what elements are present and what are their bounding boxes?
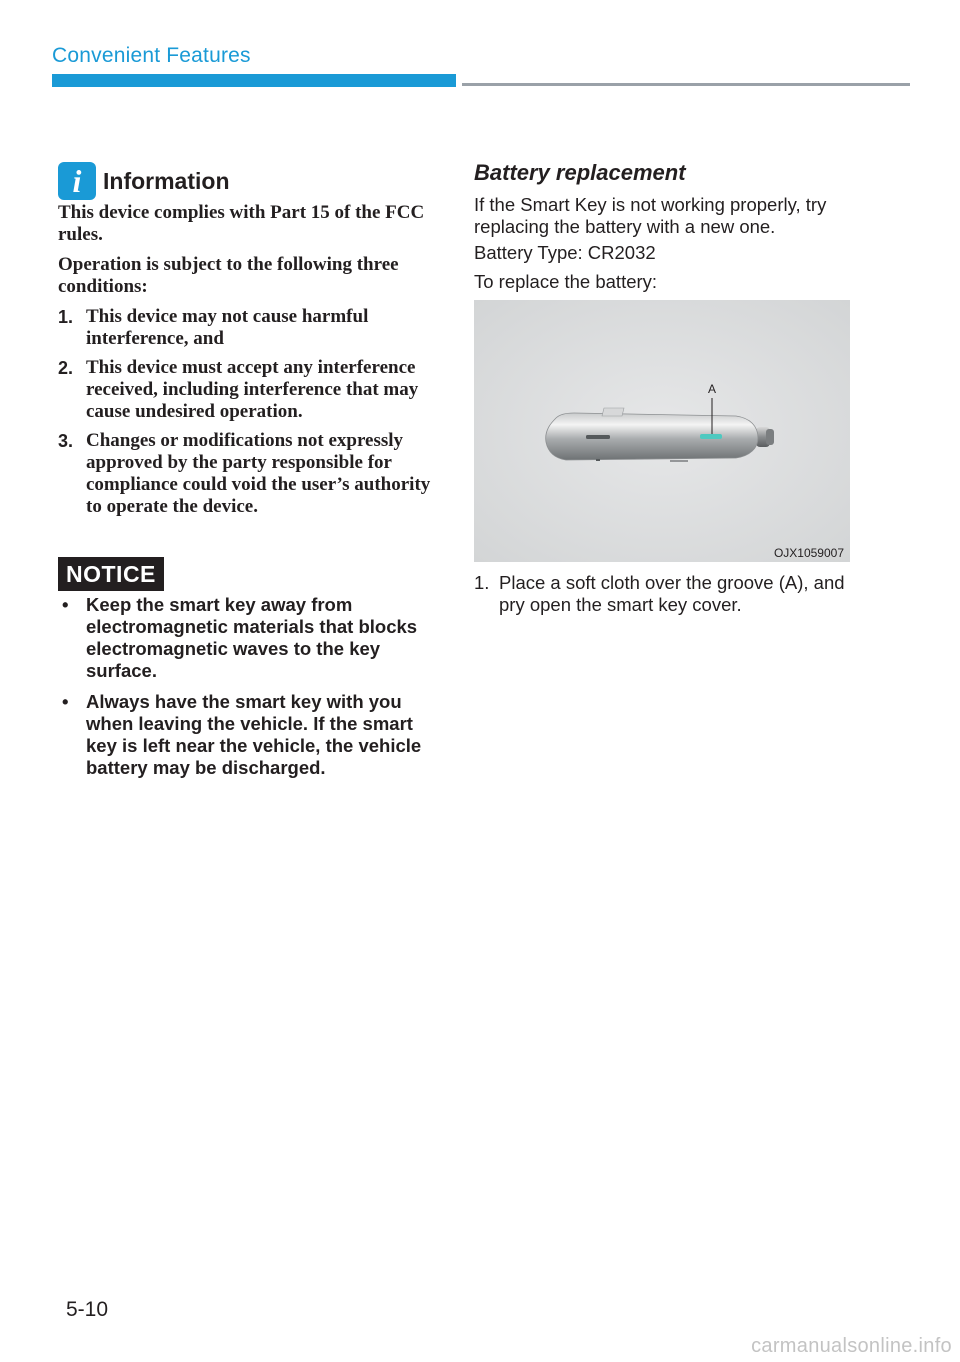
groove-a (700, 434, 722, 439)
list-item (58, 430, 436, 518)
information-body (58, 202, 436, 525)
list-text: This device must accept any interference received, including interference that may cause undesired operation. (86, 357, 419, 422)
list-text: Changes or modifications not expressly approved by the party responsible for compliance could void the user’s authority to operate the device. (86, 430, 431, 517)
page-number: 5-10 (66, 1298, 109, 1321)
notice-list (58, 594, 436, 788)
information-heading (58, 162, 230, 200)
info-icon: i (58, 162, 96, 200)
information-paragraph: This device complies with Part 15 of the FCC rules. (58, 202, 425, 245)
list-number: 2. (58, 358, 74, 378)
battery-instructions-lead: To replace the battery: (474, 271, 658, 292)
information-conditions-list (58, 306, 436, 518)
list-text: Always have the smart key with you when leaving the vehicle. If the smart key is left near the vehicle, the vehicle battery may be discharged. (86, 691, 422, 778)
list-item (58, 691, 436, 779)
information-title: Information (103, 167, 230, 194)
key-slot (586, 435, 610, 439)
bullet-icon: • (62, 594, 69, 615)
key-body (546, 413, 758, 460)
list-text: Keep the smart key away from electromagnetic materials that blocks electromagnetic waves to the key surface. (86, 594, 418, 681)
list-number: 3. (58, 431, 74, 451)
key-ring-cap (766, 429, 774, 445)
list-item (58, 357, 436, 423)
battery-heading: Battery replacement (474, 160, 686, 185)
battery-type: Battery Type: CR2032 (474, 242, 656, 263)
groove-label: A (707, 382, 717, 396)
figure-code: OJX1059007 (773, 546, 844, 560)
battery-step (474, 572, 854, 616)
list-number: 1. (58, 307, 74, 327)
list-text: This device may not cause harmful interference, and (86, 306, 369, 349)
smart-key-figure (474, 300, 850, 562)
battery-intro: If the Smart Key is not working properly, try replacing the battery with a new one. (474, 194, 827, 237)
header-rule-accent (52, 74, 456, 87)
smart-key-illustration (474, 300, 850, 562)
step-text: Place a soft cloth over the groove (A), and pry open the smart key cover. (499, 572, 845, 615)
list-item (58, 306, 436, 350)
step-number: 1. (474, 572, 490, 593)
notice-badge: NOTICE (58, 557, 164, 591)
header-rule (462, 83, 910, 86)
section-title: Convenient Features (52, 44, 251, 67)
watermark: carmanualsonline.info (751, 1335, 952, 1357)
information-paragraph: Operation is subject to the following three conditions: (58, 254, 399, 297)
list-item (58, 594, 436, 682)
bullet-icon: • (62, 691, 69, 712)
